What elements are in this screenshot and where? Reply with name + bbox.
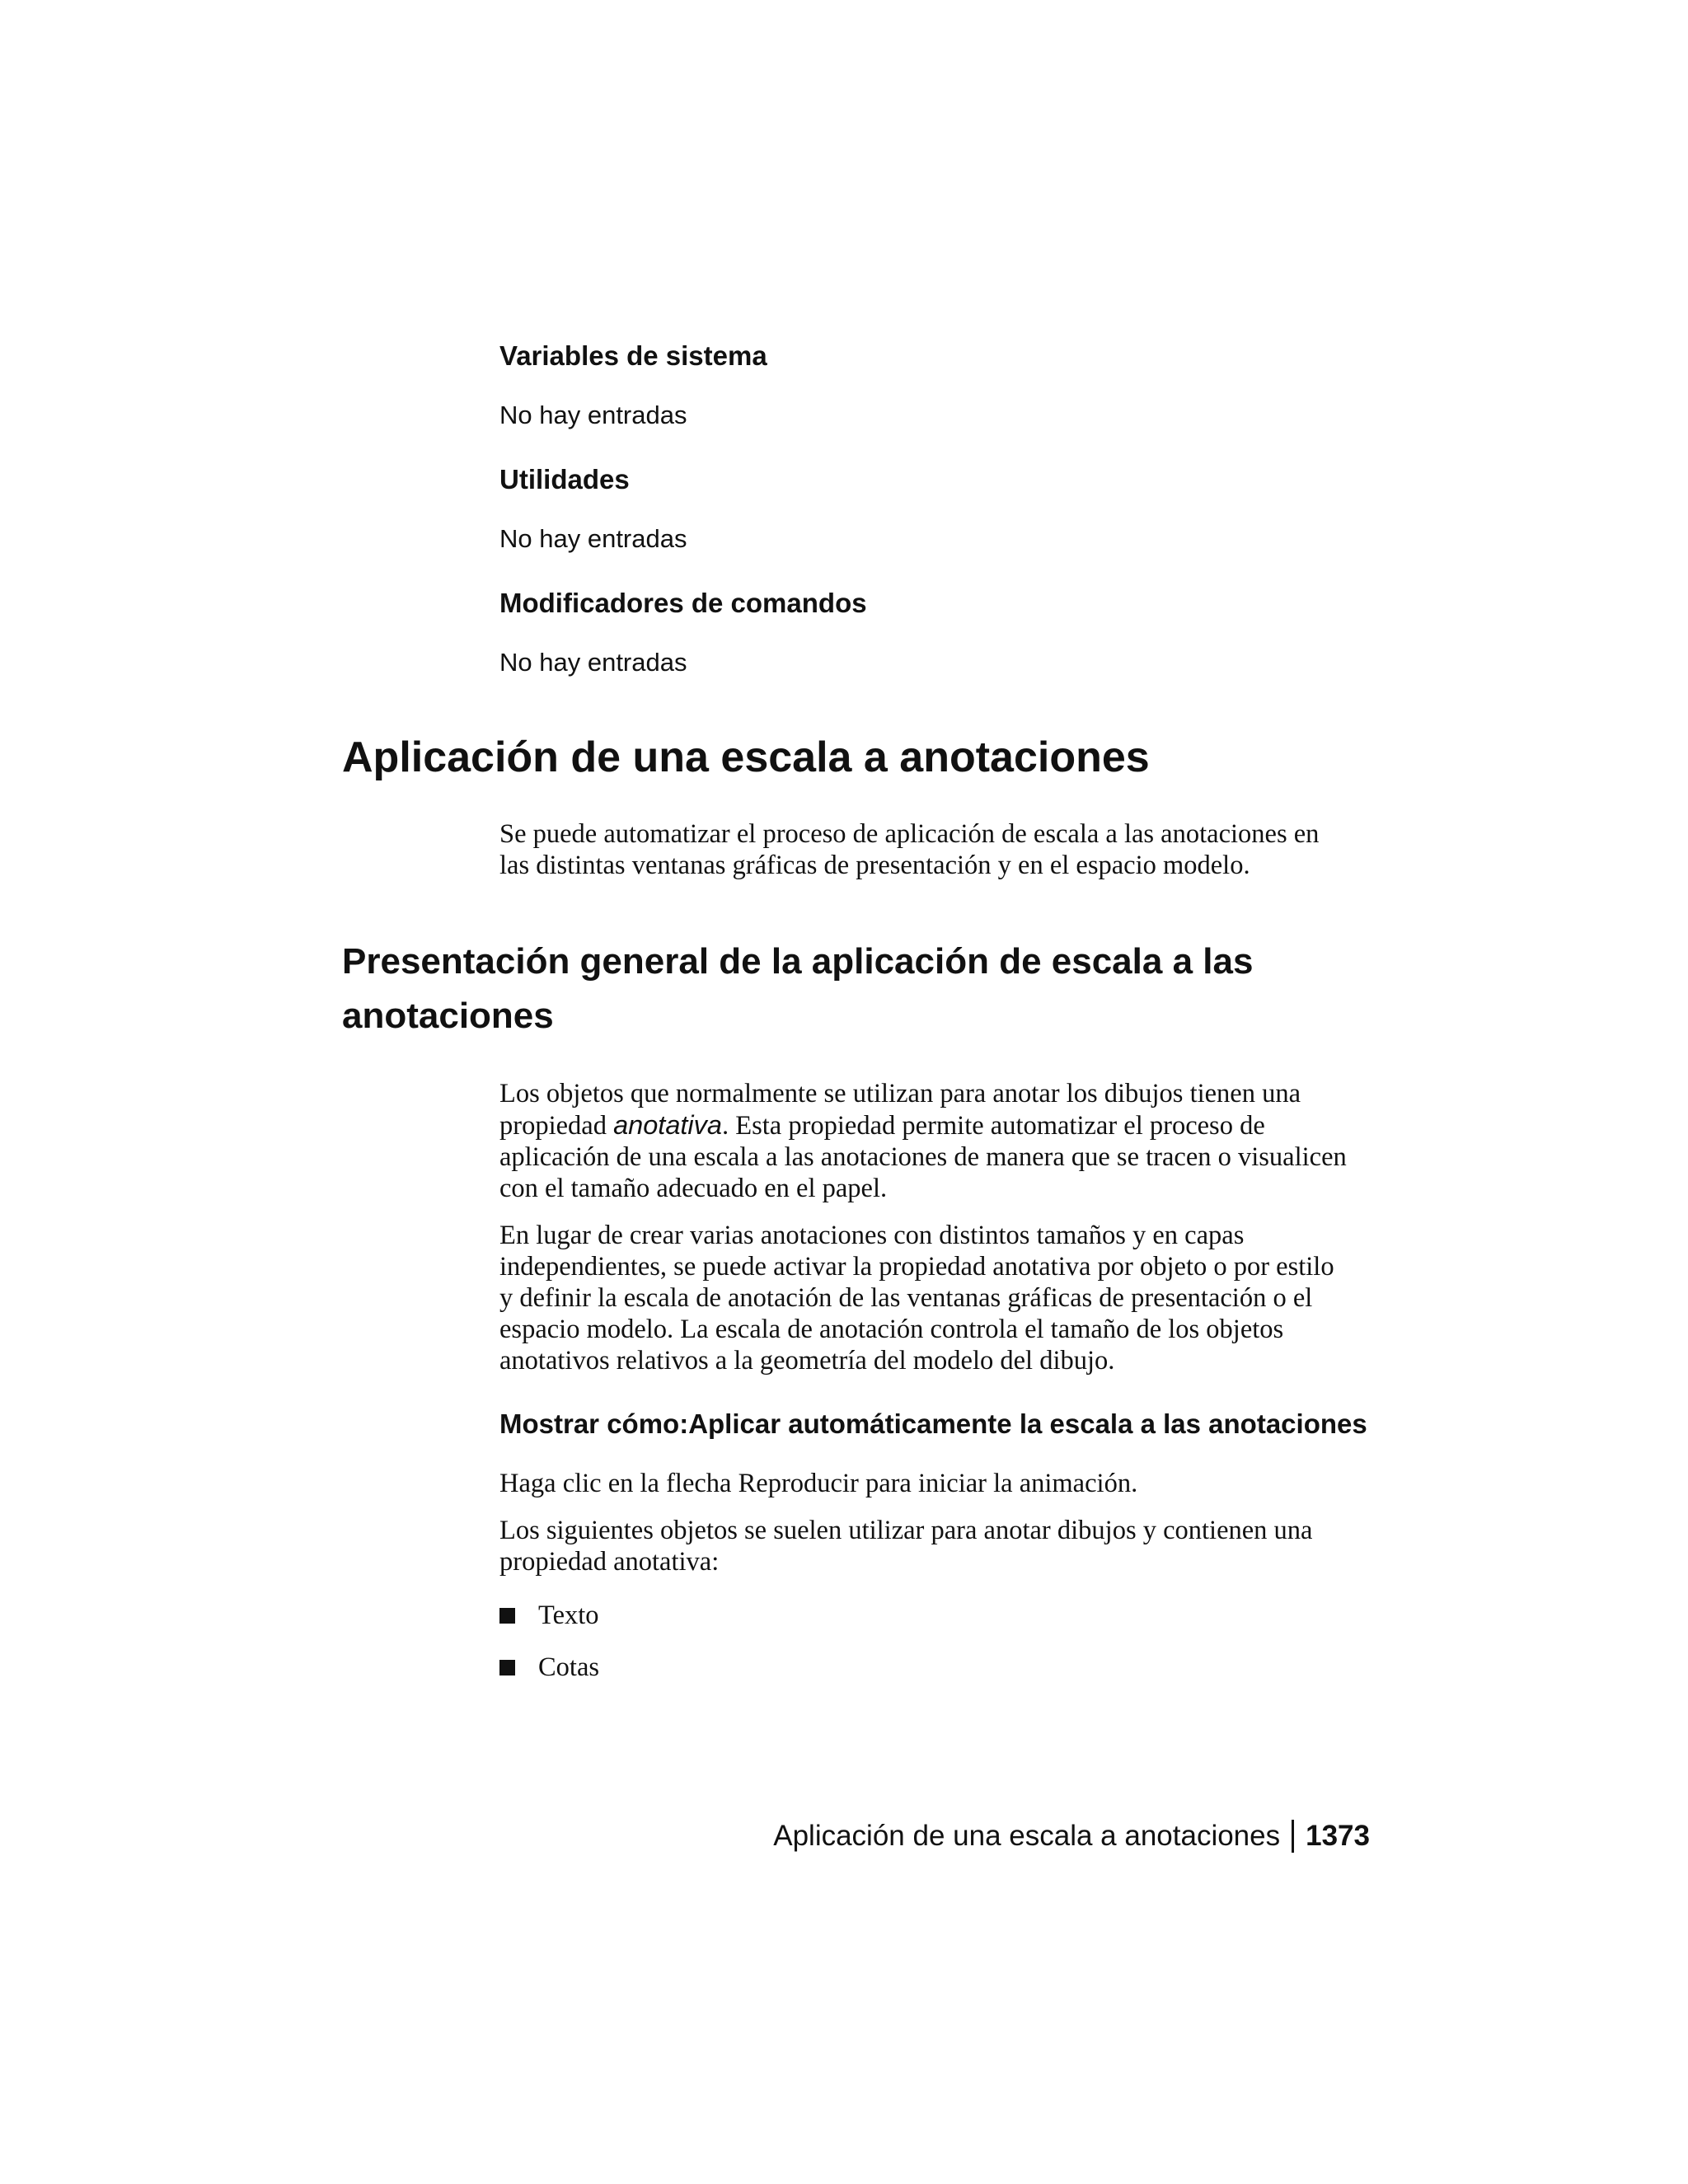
- paragraph2-line-3: y definir la escala de anotación de las ventanas gráficas de presentación o el: [499, 1283, 1313, 1313]
- utilities-text: No hay entradas: [499, 524, 687, 553]
- paragraph2-line-1: En lugar de crear varias anotaciones con distintos tamaños y en capas: [499, 1221, 1245, 1250]
- page-footer: [773, 1818, 1370, 1854]
- list-item-text: Cotas: [538, 1652, 600, 1682]
- system-variables-text: No hay entradas: [499, 401, 687, 429]
- paragraph3-line-1: Haga clic en la flecha Reproducir para iniciar la animación.: [499, 1469, 1138, 1498]
- paragraph1-line-3: aplicación de una escala a las anotaciones de manera que se tracen o visualicen: [499, 1142, 1347, 1172]
- paragraph2-line-2: independientes, se puede activar la propiedad anotativa por objeto o por estilo: [499, 1252, 1334, 1282]
- paragraph1-line-2: [499, 1109, 1398, 1141]
- paragraph1-line-2-before: propiedad: [499, 1111, 614, 1141]
- paragraph4-line-2: propiedad anotativa:: [499, 1547, 720, 1577]
- footer-separator: [1292, 1820, 1294, 1853]
- paragraph2-line-5: anotativos relativos a la geometría del modelo del dibujo.: [499, 1346, 1115, 1376]
- intro-line-1: Se puede automatizar el proceso de aplicación de escala a las anotaciones en: [499, 819, 1320, 849]
- system-variables-heading: Variables de sistema: [499, 340, 767, 371]
- square-bullet-icon: [499, 1608, 515, 1624]
- list-item: [499, 1651, 599, 1684]
- paragraph4-line-1: Los siguientes objetos se suelen utilizar para anotar dibujos y contienen una: [499, 1516, 1313, 1545]
- sub-heading-line-2: anotaciones: [342, 996, 554, 1036]
- show-me-heading: Mostrar cómo:Aplicar automáticamente la escala a las anotaciones: [499, 1408, 1367, 1439]
- paragraph1-line-1: Los objetos que normalmente se utilizan para anotar los dibujos tienen una: [499, 1079, 1301, 1108]
- main-heading: Aplicación de una escala a anotaciones: [342, 733, 1150, 781]
- command-modifiers-text: No hay entradas: [499, 648, 687, 677]
- paragraph-annotative-object-list-intro: [499, 1515, 1398, 1577]
- sub-heading: [342, 935, 1381, 1043]
- annotative-term: anotativa: [613, 1110, 722, 1140]
- list-item-text: Texto: [538, 1601, 599, 1630]
- paragraph-play-animation: [499, 1468, 1398, 1499]
- command-modifiers-heading: Modificadores de comandos: [499, 588, 867, 618]
- intro-paragraph: [499, 818, 1398, 881]
- utilities-heading: Utilidades: [499, 464, 630, 494]
- paragraph-annotative-objects: [499, 1078, 1398, 1204]
- paragraph2-line-4: espacio modelo. La escala de anotación controla el tamaño de los objetos: [499, 1315, 1284, 1344]
- sub-heading-line-1: Presentación general de la aplicación de escala a las: [342, 941, 1254, 982]
- paragraph1-line-2-after: . Esta propiedad permite automatizar el proceso de: [721, 1111, 1265, 1141]
- footer-title: Aplicación de una escala a anotaciones: [773, 1820, 1281, 1852]
- intro-line-2: las distintas ventanas gráficas de presentación y en el espacio modelo.: [499, 851, 1250, 880]
- list-item: [499, 1599, 599, 1632]
- paragraph-annotation-scale: [499, 1220, 1398, 1376]
- paragraph1-line-4: con el tamaño adecuado en el papel.: [499, 1174, 888, 1203]
- square-bullet-icon: [499, 1660, 515, 1675]
- page-number: 1373: [1306, 1820, 1370, 1852]
